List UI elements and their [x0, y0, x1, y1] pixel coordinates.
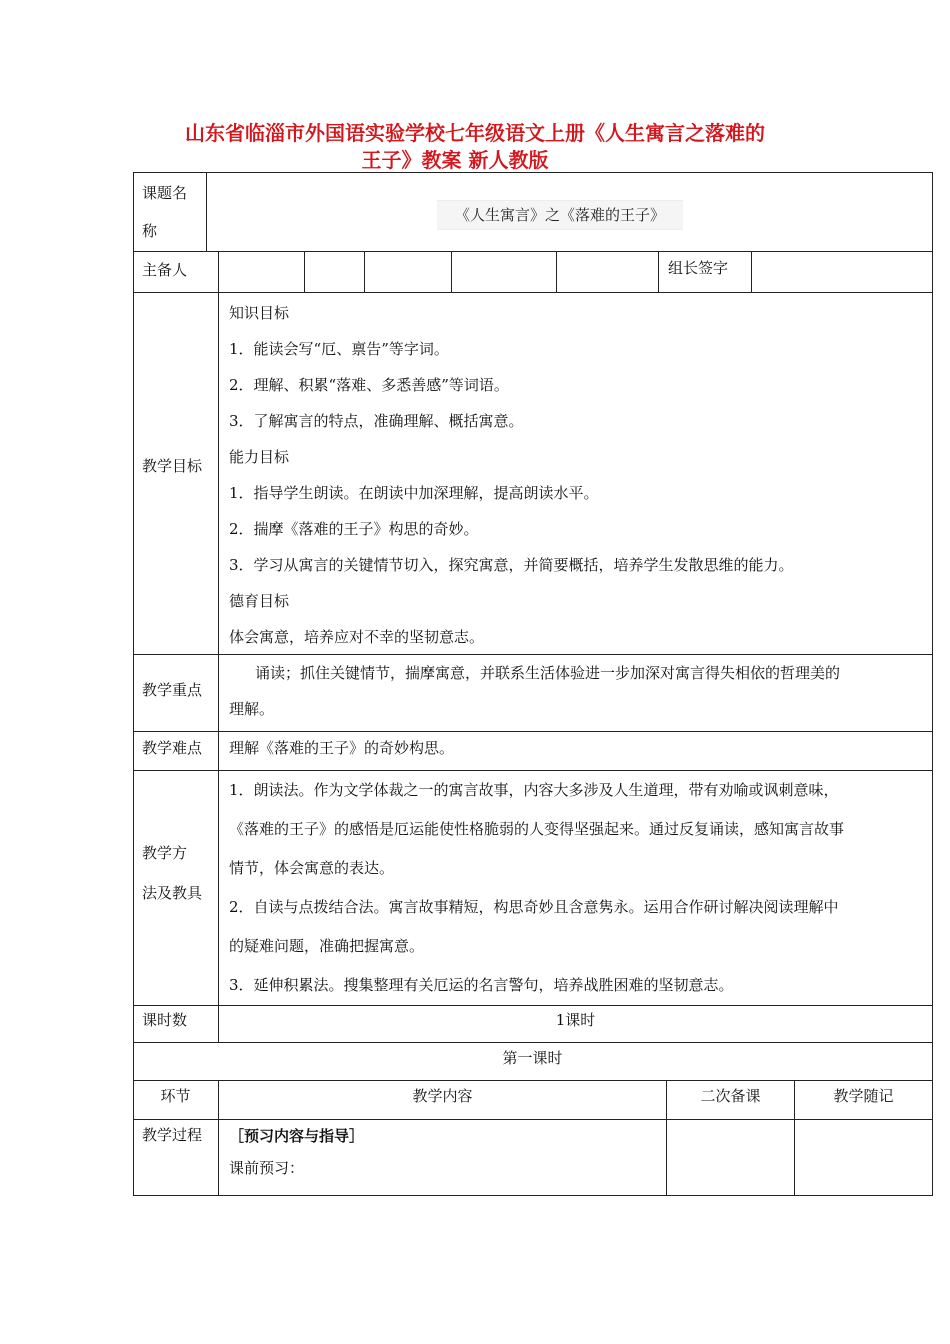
preparer-blank-2	[305, 252, 365, 293]
objective-knowledge-2: 2．理解、积累“落难、多悉善感”等词语。	[229, 376, 509, 394]
process-content-cell	[219, 1120, 667, 1196]
method-line-2: 《落难的王子》的感悟是厄运能使性格脆弱的人变得坚强起来。通过反复诵读，感知寓言故事	[229, 820, 845, 838]
header-notes: 教学随记	[795, 1081, 933, 1120]
objective-ability-3: 3．学习从寓言的关键情节切入，探究寓意，并简要概括，培养学生发散思维的能力。	[229, 556, 794, 574]
objective-moral-1: 体会寓意，培养应对不幸的坚韧意志。	[229, 628, 485, 646]
preparer-blank-3	[365, 252, 452, 293]
difficulty-label-cell: 教学难点	[133, 732, 219, 771]
key-point-line-2: 理解。	[229, 700, 275, 718]
objective-knowledge-1: 1．能读会写“厄、禀告”等字词。	[229, 340, 449, 358]
method-content-cell	[219, 771, 933, 1006]
header-second-prep: 二次备课	[667, 1081, 795, 1120]
document-title	[120, 120, 830, 174]
objective-ability-1: 1．指导学生朗读。在朗读中加深理解，提高朗读水平。	[229, 484, 599, 502]
method-line-3: 情节，体会寓意的表达。	[229, 859, 395, 877]
preparer-blank-1	[219, 252, 305, 293]
key-point-content-cell	[219, 655, 933, 732]
header-content: 教学内容	[219, 1081, 667, 1120]
topic-label-cell	[133, 172, 207, 252]
process-second-prep-cell	[667, 1120, 795, 1196]
leader-sign-label-cell: 组长签字	[659, 252, 752, 293]
key-point-label-cell: 教学重点	[133, 655, 219, 732]
objective-heading-knowledge: 知识目标	[229, 304, 290, 322]
topic-label-line-1: 课题名	[142, 184, 188, 202]
objectives-label-cell: 教学目标	[133, 293, 219, 655]
process-heading: ［预习内容与指导］	[229, 1127, 365, 1145]
first-lesson-cell: 第一课时	[133, 1043, 933, 1081]
objectives-content-cell	[219, 293, 933, 655]
process-notes-cell	[795, 1120, 933, 1196]
course-title-box: 《人生寓言》之《落难的王子》	[437, 200, 683, 230]
title-line-1: 山东省临淄市外国语实验学校七年级语文上册《人生寓言之落难的	[185, 121, 765, 145]
method-line-4: 2．自读与点拨结合法。寓言故事精短，构思奇妙且含意隽永。运用合作研讨解决阅读理解中	[229, 898, 839, 916]
objective-knowledge-3: 3．了解寓言的特点，准确理解、概括寓意。	[229, 412, 524, 430]
difficulty-content-cell: 理解《落难的王子》的奇妙构思。	[219, 732, 933, 771]
objective-heading-moral: 德育目标	[229, 592, 290, 610]
key-point-line-1: 诵读；抓住关键情节，揣摩寓意，并联系生活体验进一步加深对寓言得失相依的哲理美的	[255, 664, 841, 682]
method-label-line-2: 法及教具	[142, 884, 203, 902]
method-line-5: 的疑难问题，准确把握寓意。	[229, 937, 425, 955]
preparer-blank-4	[452, 252, 557, 293]
process-label-cell: 教学过程	[133, 1120, 219, 1196]
method-label-cell	[133, 771, 219, 1006]
objective-heading-ability: 能力目标	[229, 448, 290, 466]
method-line-6: 3．延伸积累法。搜集整理有关厄运的名言警句，培养战胜困难的坚韧意志。	[229, 976, 734, 994]
hours-label-cell: 课时数	[133, 1006, 219, 1043]
title-line-2: 王子》教案 新人教版	[361, 148, 549, 172]
method-line-1: 1．朗读法。作为文学体裁之一的寓言故事，内容大多涉及人生道理，带有劝喻或讽刺意味，	[229, 781, 839, 799]
header-step: 环节	[133, 1081, 219, 1120]
leader-sign-value-cell	[752, 252, 933, 293]
preparer-blank-5	[557, 252, 659, 293]
method-label-line-1: 教学方	[142, 844, 188, 862]
preparer-label-cell: 主备人	[133, 252, 219, 293]
process-text: 课前预习：	[229, 1159, 305, 1177]
topic-label-line-2: 称	[142, 222, 158, 240]
hours-value-cell: 1课时	[219, 1006, 933, 1043]
objective-ability-2: 2．揣摩《落难的王子》构思的奇妙。	[229, 520, 479, 538]
